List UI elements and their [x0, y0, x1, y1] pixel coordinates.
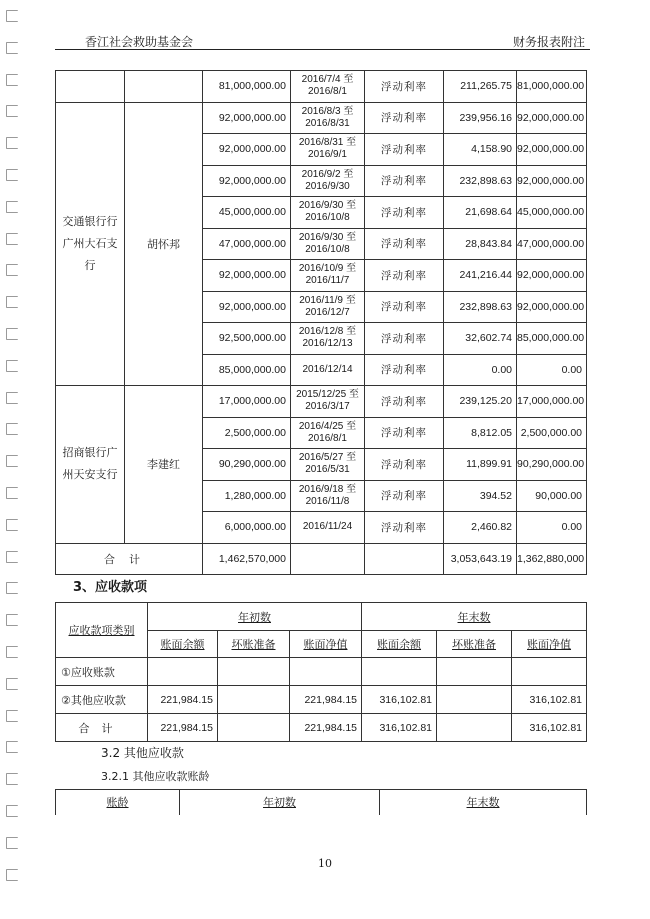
deposit-row: [56, 102, 587, 134]
aging-header: 账龄: [56, 790, 180, 815]
opening-net-value-header: 账面净值: [290, 631, 362, 658]
deposit-period: [291, 165, 365, 197]
interest-rate-type: 浮动利率: [365, 197, 444, 229]
receivable-label: ②其他应收款: [56, 686, 148, 714]
receivable-label: ①应收账款: [56, 658, 148, 686]
receivable-open-bad: [218, 658, 290, 686]
period-start: 2016/5/27 至: [298, 452, 357, 464]
deposit-amount: 92,000,000.00: [203, 165, 291, 197]
binding-ring: [6, 169, 18, 181]
deposit-amount: 90,290,000.00: [203, 449, 291, 481]
interest-amount: 11,899.91: [444, 449, 517, 481]
receivable-open-balance: 221,984.15: [148, 714, 218, 742]
ending-balance: 92,000,000.00: [517, 291, 587, 323]
binding-ring: [6, 614, 18, 626]
binding-ring: [6, 233, 18, 245]
bank-name: [56, 71, 125, 103]
receivable-row: [56, 686, 587, 714]
binding-ring: [6, 423, 18, 435]
other-receivables-title: 3.2 其他应收款: [101, 746, 184, 760]
period-end: 2016/8/31: [305, 117, 350, 129]
binding-ring: [6, 328, 18, 340]
receivable-close-bad: [437, 686, 512, 714]
binding-ring: [6, 360, 18, 372]
period-end: 2016/9/1: [308, 149, 347, 161]
period-end: 2016/10/8: [305, 212, 350, 224]
binding-ring: [6, 646, 18, 658]
period-end: 2016/10/8: [305, 243, 350, 255]
period-start: 2015/12/25 至: [296, 389, 359, 401]
receivable-close-balance: [362, 658, 437, 686]
period-start: 2016/8/3 至: [301, 105, 354, 117]
period-end: 2016/12/7: [305, 306, 350, 318]
responsible-person: 胡怀邦: [125, 102, 203, 386]
binding-ring: [6, 741, 18, 753]
interest-amount: 4,158.90: [444, 134, 517, 166]
deposit-period: [291, 449, 365, 481]
other-receivables-aging-title: 3.2.1 其他应收款账龄: [101, 770, 210, 783]
deposit-amount: 85,000,000.00: [203, 354, 291, 386]
binding-ring: [6, 519, 18, 531]
deposit-period: [291, 260, 365, 292]
receivable-close-balance: 316,102.81: [362, 714, 437, 742]
interest-rate-type: 浮动利率: [365, 71, 444, 103]
deposit-period: [291, 354, 365, 386]
period-start: 2016/9/30 至: [298, 231, 357, 243]
period-start: 2016/11/24: [302, 521, 353, 533]
receivable-open-bad: [218, 686, 290, 714]
binding-ring: [6, 869, 18, 881]
binding-ring: [6, 296, 18, 308]
deposit-period: [291, 417, 365, 449]
deposit-amount: 47,000,000.00: [203, 228, 291, 260]
deposit-row: [56, 71, 587, 103]
header-section: 财务报表附注: [512, 35, 585, 49]
period-end: 2016/9/30: [305, 180, 350, 192]
interest-rate-type: 浮动利率: [365, 480, 444, 512]
closing-book-balance-header: 账面余额: [362, 631, 437, 658]
deposit-amount: 92,500,000.00: [203, 323, 291, 355]
interest-rate-type: 浮动利率: [365, 449, 444, 481]
total-empty-period: [291, 543, 365, 575]
ending-balance: 2,500,000.00: [517, 417, 587, 449]
interest-amount: 32,602.74: [444, 323, 517, 355]
interest-amount: 28,843.84: [444, 228, 517, 260]
interest-rate-type: 浮动利率: [365, 386, 444, 418]
receivable-close-net: 316,102.81: [512, 686, 587, 714]
period-start: 2016/12/8 至: [298, 326, 357, 338]
receivables-opening-header: 年初数: [148, 603, 362, 631]
deposit-period: [291, 386, 365, 418]
receivable-close-bad: [437, 658, 512, 686]
period-start: 2016/11/9 至: [299, 294, 356, 306]
interest-amount: 239,956.16: [444, 102, 517, 134]
binding-ring: [6, 201, 18, 213]
interest-rate-type: 浮动利率: [365, 291, 444, 323]
binding-ring: [6, 837, 18, 849]
binding-ring: [6, 710, 18, 722]
period-start: 2016/9/2 至: [301, 168, 354, 180]
receivable-label: 合计: [56, 714, 148, 742]
total-amount: 1,462,570,000: [203, 543, 291, 575]
closing-net-value-header: 账面净值: [512, 631, 587, 658]
ending-balance: 92,000,000.00: [517, 102, 587, 134]
deposit-amount: 45,000,000.00: [203, 197, 291, 229]
receivable-open-net: 221,984.15: [290, 714, 362, 742]
period-start: 2016/9/30 至: [298, 200, 357, 212]
period-start: 2016/7/4 至: [301, 74, 354, 86]
deposit-period: [291, 480, 365, 512]
binding-ring: [6, 805, 18, 817]
period-end: 2016/3/17: [305, 401, 350, 413]
ending-balance: 92,000,000.00: [517, 165, 587, 197]
period-end: 2016/11/8: [305, 495, 350, 507]
period-start: 2016/9/18 至: [298, 483, 357, 495]
interest-rate-type: 浮动利率: [365, 102, 444, 134]
ending-balance: 90,000.00: [517, 480, 587, 512]
binding-holes: [6, 10, 22, 910]
interest-rate-type: 浮动利率: [365, 354, 444, 386]
deposit-period: [291, 102, 365, 134]
ending-balance: 90,290,000.00: [517, 449, 587, 481]
ending-balance: 0.00: [517, 354, 587, 386]
binding-ring: [6, 551, 18, 563]
deposit-amount: 92,000,000.00: [203, 102, 291, 134]
opening-bad-debt-header: 坏账准备: [218, 631, 290, 658]
total-empty-rate: [365, 543, 444, 575]
interest-amount: 2,460.82: [444, 512, 517, 544]
deposit-amount: 92,000,000.00: [203, 134, 291, 166]
period-end: 2016/8/1: [308, 86, 347, 98]
binding-ring: [6, 74, 18, 86]
interest-rate-type: 浮动利率: [365, 323, 444, 355]
interest-amount: 232,898.63: [444, 165, 517, 197]
interest-amount: 21,698.64: [444, 197, 517, 229]
interest-amount: 394.52: [444, 480, 517, 512]
receivable-close-net: [512, 658, 587, 686]
deposit-amount: 92,000,000.00: [203, 260, 291, 292]
total-interest: 3,053,643.19: [444, 543, 517, 575]
deposit-period: [291, 512, 365, 544]
deposit-total-row: [56, 543, 587, 575]
receivable-open-balance: 221,984.15: [148, 686, 218, 714]
period-start: 2016/10/9 至: [298, 263, 357, 275]
deposit-amount: 81,000,000.00: [203, 71, 291, 103]
period-start: 2016/8/31 至: [298, 137, 357, 149]
deposit-amount: 17,000,000.00: [203, 386, 291, 418]
aging-closing-header: 年末数: [380, 790, 587, 815]
interest-rate-type: 浮动利率: [365, 417, 444, 449]
receivable-open-bad: [218, 714, 290, 742]
interest-rate-type: 浮动利率: [365, 228, 444, 260]
ending-balance: 45,000,000.00: [517, 197, 587, 229]
binding-ring: [6, 678, 18, 690]
page-number: 10: [318, 857, 332, 870]
deposit-amount: 92,000,000.00: [203, 291, 291, 323]
receivable-open-net: [290, 658, 362, 686]
receivable-close-bad: [437, 714, 512, 742]
ending-balance: 92,000,000.00: [517, 134, 587, 166]
binding-ring: [6, 10, 18, 22]
ending-balance: 85,000,000.00: [517, 323, 587, 355]
interest-amount: 8,812.05: [444, 417, 517, 449]
ending-balance: 47,000,000.00: [517, 228, 587, 260]
binding-ring: [6, 582, 18, 594]
receivables-category-header: 应收款项类别: [56, 603, 148, 658]
binding-ring: [6, 455, 18, 467]
deposit-period: [291, 197, 365, 229]
period-end: 2016/5/31: [305, 464, 350, 476]
period-start: 2016/4/25 至: [298, 420, 357, 432]
ending-balance: 17,000,000.00: [517, 386, 587, 418]
interest-amount: 211,265.75: [444, 71, 517, 103]
period-end: 2016/11/7: [305, 275, 350, 287]
receivables-section-title: 3、应收款项: [73, 580, 148, 595]
header-organization: 香江社会救助基金会: [85, 35, 194, 49]
header-rule: [55, 49, 590, 50]
receivables-closing-header: 年末数: [362, 603, 587, 631]
period-end: 2016/12/13: [302, 338, 353, 350]
closing-bad-debt-header: 坏账准备: [437, 631, 512, 658]
period-end: 2016/8/1: [308, 432, 347, 444]
receivable-close-balance: 316,102.81: [362, 686, 437, 714]
total-balance: 1,362,880,000: [517, 543, 587, 575]
ending-balance: 92,000,000.00: [517, 260, 587, 292]
binding-ring: [6, 392, 18, 404]
deposit-period: [291, 228, 365, 260]
deposit-table: [55, 70, 587, 575]
aging-opening-header: 年初数: [180, 790, 380, 815]
interest-amount: 241,216.44: [444, 260, 517, 292]
deposit-period: [291, 291, 365, 323]
binding-ring: [6, 773, 18, 785]
deposit-period: [291, 71, 365, 103]
interest-amount: 232,898.63: [444, 291, 517, 323]
opening-book-balance-header: 账面余额: [148, 631, 218, 658]
responsible-person: 李建红: [125, 386, 203, 544]
binding-ring: [6, 42, 18, 54]
interest-amount: 239,125.20: [444, 386, 517, 418]
interest-rate-type: 浮动利率: [365, 512, 444, 544]
bank-name: 交通银行行广州大石支行: [56, 102, 125, 386]
deposit-amount: 1,280,000.00: [203, 480, 291, 512]
period-start: 2016/12/14: [302, 363, 353, 375]
deposit-period: [291, 323, 365, 355]
receivable-open-net: 221,984.15: [290, 686, 362, 714]
deposit-amount: 2,500,000.00: [203, 417, 291, 449]
receivable-open-balance: [148, 658, 218, 686]
interest-rate-type: 浮动利率: [365, 134, 444, 166]
interest-rate-type: 浮动利率: [365, 165, 444, 197]
interest-amount: 0.00: [444, 354, 517, 386]
binding-ring: [6, 105, 18, 117]
binding-ring: [6, 264, 18, 276]
aging-table: [55, 789, 587, 815]
bank-name: 招商银行广州天安支行: [56, 386, 125, 544]
receivables-table: [55, 602, 587, 742]
ending-balance: 0.00: [517, 512, 587, 544]
deposit-period: [291, 134, 365, 166]
total-label: 合计: [56, 543, 203, 575]
deposit-row: [56, 386, 587, 418]
binding-ring: [6, 137, 18, 149]
receivable-row: [56, 714, 587, 742]
responsible-person: [125, 71, 203, 103]
receivable-row: [56, 658, 587, 686]
interest-rate-type: 浮动利率: [365, 260, 444, 292]
ending-balance: 81,000,000.00: [517, 71, 587, 103]
deposit-amount: 6,000,000.00: [203, 512, 291, 544]
binding-ring: [6, 487, 18, 499]
receivable-close-net: 316,102.81: [512, 714, 587, 742]
